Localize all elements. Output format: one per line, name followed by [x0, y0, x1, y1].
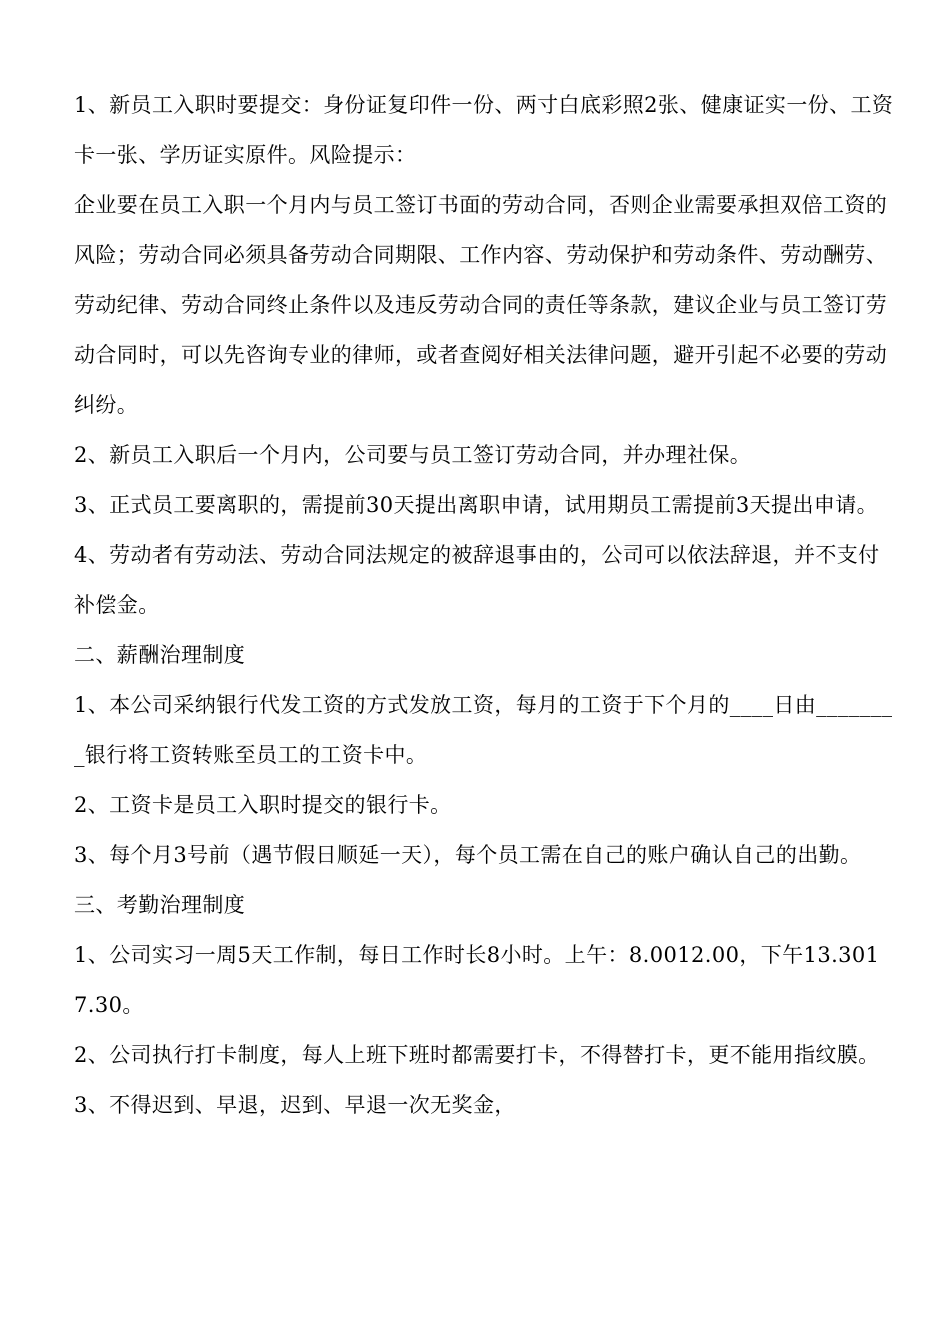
paragraph-attendance-confirmation: 3、每个月3号前（遇节假日顺延一天），每个员工需在自己的账户确认自己的出勤。	[74, 843, 862, 867]
paragraph-clock-in: 2、公司执行打卡制度，每人上班下班时都需要打卡，不得替打卡，更不能用指纹膜。	[74, 1043, 880, 1067]
paragraph-work-hours: 1、公司实习一周5天工作制，每日工作时长8小时。上午：8.0012.00，下午13.3017.30。	[74, 943, 880, 1017]
paragraph-labor-contract: 2、新员工入职后一个月内，公司要与员工签订劳动合同，并办理社保。	[74, 443, 752, 467]
paragraph-salary-card: 2、工资卡是员工入职时提交的银行卡。	[74, 793, 452, 817]
section-heading-attendance: 三、考勤治理制度	[74, 893, 246, 917]
document-body	[74, 80, 894, 1130]
paragraph-onboarding-documents: 1、新员工入职时要提交：身份证复印件一份、两寸白底彩照2张、健康证实一份、工资卡一张、学历证实原件。风险提示：	[74, 93, 894, 167]
paragraph-resignation-notice: 3、正式员工要离职的，需提前30天提出离职申请，试用期员工需提前3天提出申请。	[74, 493, 879, 517]
paragraph-dismissal: 4、劳动者有劳动法、劳动合同法规定的被辞退事由的，公司可以依法辞退，并不支付补偿金。	[74, 543, 880, 617]
paragraph-salary-payment: 1、本公司采纳银行代发工资的方式发放工资，每月的工资于下个月的____日由________银行将工资转账至员工的工资卡中。	[74, 693, 893, 767]
paragraph-lateness: 3、不得迟到、早退，迟到、早退一次无奖金，	[74, 1093, 516, 1117]
section-heading-salary: 二、薪酬治理制度	[74, 643, 246, 667]
paragraph-risk-notice: 企业要在员工入职一个月内与员工签订书面的劳动合同，否则企业需要承担双倍工资的风险；劳动合同必须具备劳动合同期限、工作内容、劳动保护和劳动条件、劳动酬劳、劳动纪律、劳动合同终止条件以及违反劳动合同的责任等条款，建议企业与员工签订劳动合同时，可以先咨询专业的律师，或者查阅好相关法律问题，避开引起不必要的劳动纠纷。	[74, 193, 888, 417]
